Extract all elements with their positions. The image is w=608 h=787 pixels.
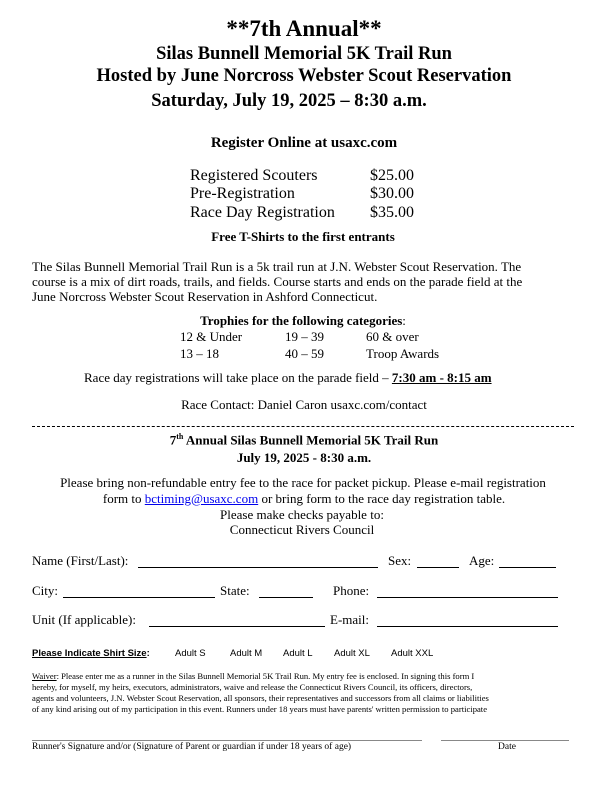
checks-line-2: Connecticut Rivers Council [229, 522, 375, 537]
unit-field[interactable] [149, 626, 325, 627]
waiver-line-3: agents and volunteers, J.N. Webster Scout Reservation, all sponsors, their representatives and successors from all claims or liabilities [32, 693, 489, 703]
price-scouters: $25.00 [370, 167, 414, 184]
price-raceday: $35.00 [370, 204, 414, 221]
trophy-cat-1: 12 & Under [180, 329, 243, 344]
waiver-line-4: of any kind arising out of my participation in this event. Runners under 18 years must have parents' written permission to participate [32, 704, 488, 714]
state-label: State: [220, 583, 250, 598]
waiver-label: Waiver [32, 671, 57, 681]
tshirts-note: Free T-Shirts to the first entrants [211, 229, 395, 244]
form-title-rest: Annual Silas Bunnell Memorial 5K Trail Run [183, 432, 439, 448]
register-online: Register Online at usaxc.com [210, 135, 398, 151]
shirt-option-xl[interactable]: Adult XL [334, 648, 370, 659]
description-line-1: The Silas Bunnell Memorial Trail Run is a 5k trail run at J.N. Webster Scout Reservation. The [32, 259, 522, 274]
form-title [0, 432, 608, 448]
race-contact: Race Contact: Daniel Caron usaxc.com/contact [181, 397, 427, 412]
price-label-pre: Pre-Registration [190, 185, 295, 202]
host-line: Hosted by June Norcross Webster Scout Reservation [96, 66, 512, 86]
email-label: E-mail: [330, 612, 369, 627]
date-field[interactable] [441, 740, 569, 741]
trophies-heading [0, 313, 606, 329]
trophy-cat-6: Troop Awards [366, 346, 440, 361]
price-label-scouters: Registered Scouters [190, 167, 318, 184]
shirt-size-label-text: Please Indicate Shirt Size [32, 648, 147, 659]
form-title-num: 7 [169, 432, 177, 448]
email-link[interactable]: bctiming@usaxc.com [144, 491, 259, 506]
event-name: Silas Bunnell Memorial 5K Trail Run [156, 44, 452, 64]
trophies-heading-text: Trophies for the following categories [200, 313, 403, 328]
race-day-time: 7:30 am - 8:15 am [391, 370, 492, 385]
sex-label: Sex: [388, 553, 412, 568]
shirt-option-m[interactable]: Adult M [230, 648, 263, 659]
description-line-2: course is a mix of dirt roads, trails, and fields. Course starts and ends on the parade field at the [32, 274, 523, 289]
checks-line-1: Please make checks payable to: [220, 507, 384, 522]
edition-title: **7th Annual** [226, 16, 382, 41]
race-day-text: Race day registrations will take place on the parade field – [84, 370, 389, 385]
description-line-3: June Norcross Webster Scout Reservation in Ashford Connecticut. [32, 289, 378, 304]
cut-line-divider [32, 426, 574, 427]
waiver-line-2: hereby, for myself, my heirs, executors, administrators, waive and release the Connecticut Rivers Council, its officers, directors, [32, 682, 473, 692]
sex-field[interactable] [417, 567, 459, 568]
trophy-cat-3: 60 & over [366, 329, 419, 344]
date-time: Saturday, July 19, 2025 – 8:30 a.m. [151, 91, 427, 111]
state-field[interactable] [259, 597, 313, 598]
trophy-cat-5: 40 – 59 [285, 346, 324, 361]
race-day-line [84, 370, 492, 386]
price-label-raceday: Race Day Registration [190, 204, 335, 221]
form-title-sup: th [176, 432, 184, 441]
shirt-option-l[interactable]: Adult L [283, 648, 313, 659]
city-label: City: [32, 583, 59, 598]
email-field[interactable] [377, 626, 558, 627]
age-label: Age: [469, 553, 495, 568]
shirt-option-s[interactable]: Adult S [175, 648, 206, 659]
instruction-line-2-rest: or bring form to the race day registration table. [261, 491, 506, 506]
name-label: Name (First/Last): [32, 553, 129, 568]
shirt-size-colon: : [146, 648, 150, 659]
waiver-line-1 [32, 671, 474, 681]
shirt-size-label [32, 648, 150, 659]
trophy-cat-2: 19 – 39 [285, 329, 324, 344]
waiver-line-1-text: : Please enter me as a runner in the Silas Bunnell Memorial 5K Trail Run. My entry fee is enclosed. In signing this form I [56, 671, 475, 681]
phone-label: Phone: [333, 583, 370, 598]
signature-field[interactable] [32, 740, 422, 741]
form-date: July 19, 2025 - 8:30 a.m. [236, 450, 372, 465]
signature-label: Runner's Signature and/or (Signature of Parent or guardian if under 18 years of age) [32, 742, 352, 752]
trophies-heading-colon: : [402, 313, 406, 328]
instruction-form-to: form to [102, 491, 142, 506]
instruction-line-1: Please bring non-refundable entry fee to the race for packet pickup. Please e-mail registration [60, 475, 546, 490]
age-field[interactable] [499, 567, 556, 568]
phone-field[interactable] [377, 597, 558, 598]
unit-label: Unit (If applicable): [32, 612, 136, 627]
name-field[interactable] [138, 567, 378, 568]
date-label: Date [498, 742, 516, 752]
trophy-cat-4: 13 – 18 [180, 346, 219, 361]
price-pre: $30.00 [370, 185, 414, 202]
city-field[interactable] [63, 597, 215, 598]
instruction-line-2 [0, 491, 608, 507]
shirt-option-xxl[interactable]: Adult XXL [391, 648, 434, 659]
